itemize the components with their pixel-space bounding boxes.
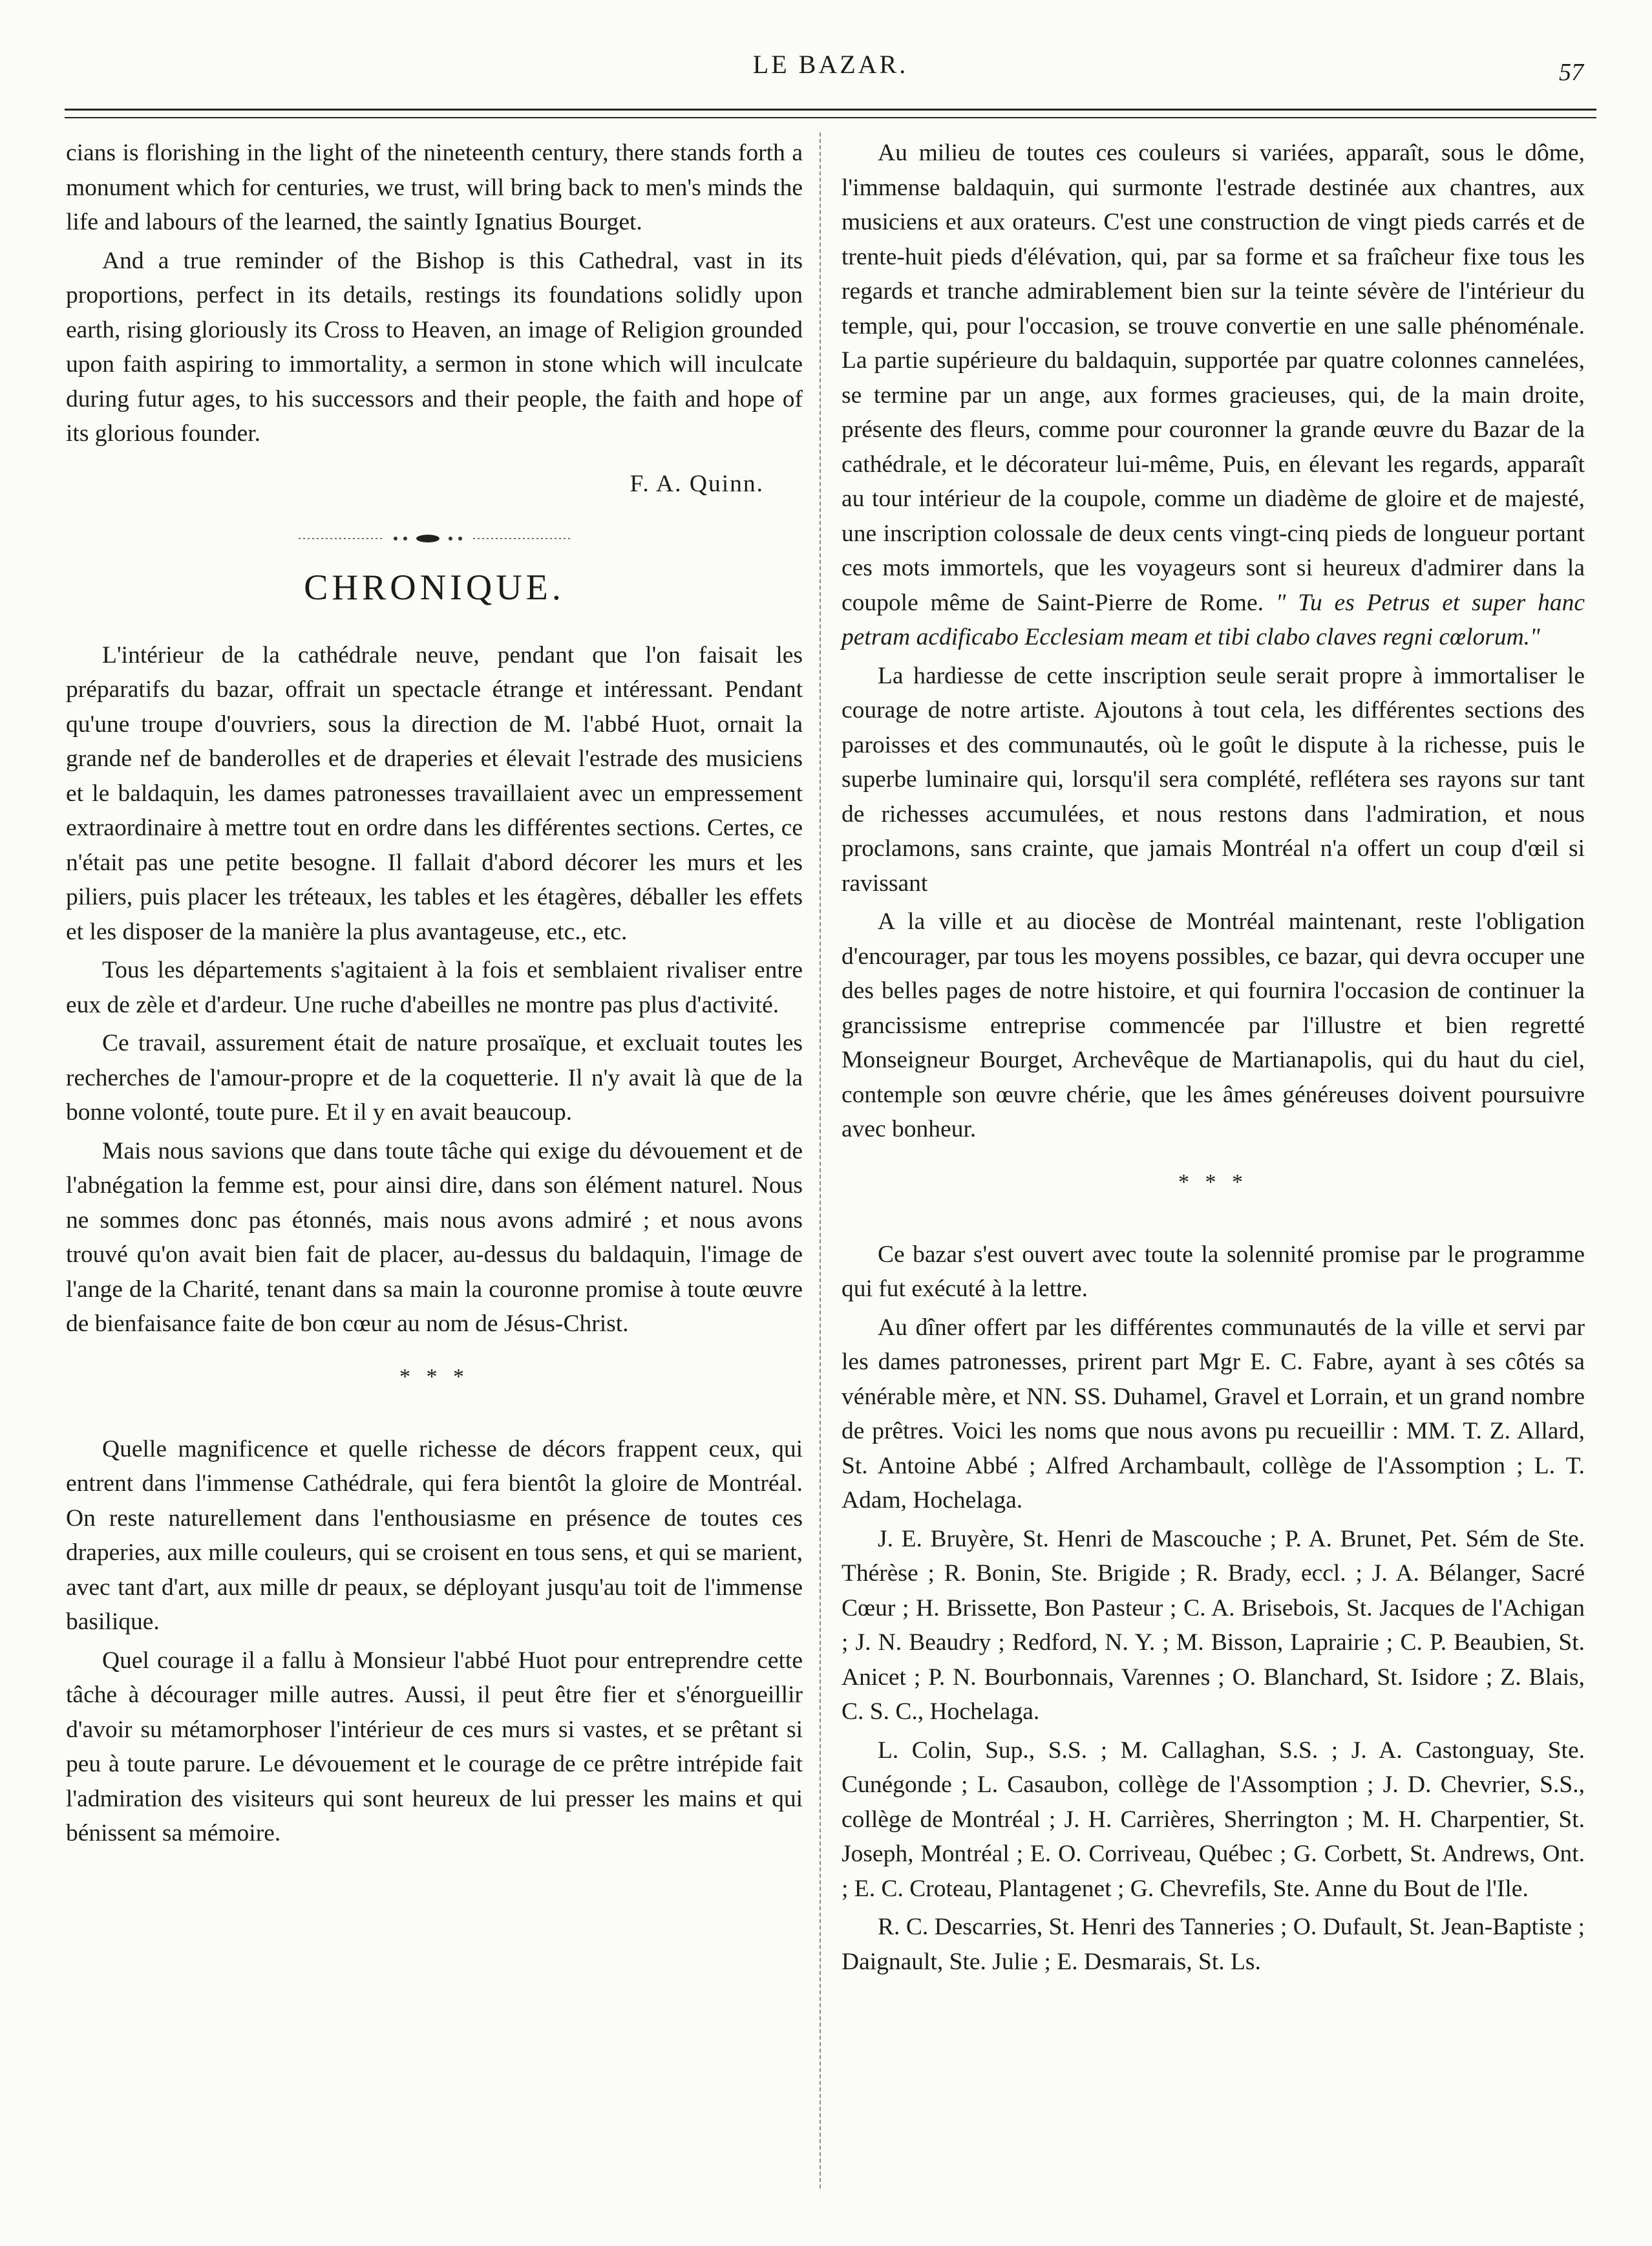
ornament-divider xyxy=(66,532,803,545)
article-paragraph: R. C. Descarries, St. Henri des Tanneries ; O. Dufault, St. Jean-Baptiste ; Daignault, Ste. Julie ; E. Desmarais, St. Ls. xyxy=(842,1914,1585,1975)
article-paragraph: Quel courage il a fallu à Monsieur l'abbé Huot pour entreprendre cette tâche à décourager mille autres. Aussi, il peut être fier et s'énorgueillir d'avoir su métamorphoser l'intérieur de ces murs si vastes, et se prêtant si peu à toute parure. Le dévouement et le courage de ce prêtre intrépide fait l'admiration des visiteurs qui sont heureux de lui presser les mains et qui bénissent sa mémoire. xyxy=(66,1647,803,1846)
asterism-divider: * * * xyxy=(1178,1170,1248,1194)
header-rule xyxy=(65,109,1596,118)
article-paragraph: Tous les départements s'agitaient à la fois et semblaient rivaliser entre eux de zèle et d'ardeur. Une ruche d'abeilles ne montre pas plus d'activité. xyxy=(66,957,803,1018)
article-paragraph: cians is florishing in the light of the nineteenth century, there stands forth a monument which for centuries, we trust, will bring back to men's minds the life and labours of the learned, the saintly Ignatius Bourget. xyxy=(66,140,803,235)
article-paragraph: La hardiesse de cette inscription seule serait propre à immortaliser le courage de notre artiste. Ajoutons à tout cela, les différentes sections des paroisses et des communautés, où le goût le dispute à la richesse, puis le superbe luminaire qui, lorsqu'il sera complété, reflétera ses rayons sur tant de richesses accumulées, et nous restons dans l'admiration, et nous proclamons, sans crainte, que jamais Montréal n'a offert un coup d'œil si ravissant xyxy=(842,662,1585,897)
article-paragraph: L'intérieur de la cathédrale neuve, pendant que l'on faisait les préparatifs du bazar, offrait un spectacle étrange et intéressant. Pendant qu'une troupe d'ouvriers, sous la direction de M. l'abbé Huot, ornait la grande nef de banderolles et de draperies et élevait l'estrade des musiciens et le baldaquin, les dames patronesses travaillaient avec un empressement extraordinaire à mettre tout en ordre dans les différentes sections. Certes, ce n'était pas une petite besogne. Il fallait d'abord décorer les murs et les piliers, puis placer les tréteaux, les tables et les étagères, déballer les effets et les disposer de la manière la plus avantageuse, etc., etc. xyxy=(66,641,803,945)
left-column xyxy=(66,136,803,1855)
article-paragraph: Au dîner offert par les différentes communautés de la ville et servi par les dames patronesses, prirent part Mgr E. C. Fabre, ayant à ses côtés sa vénérable mère, et NN. SS. Duhamel, Gravel et Lorrain, et un grand nombre de prêtres. Voici les noms que nous avons pu recueillir : MM. T. Z. Allard, St. Antoine Abbé ; Alfred Archambault, collège de l'Assomption ; L. T. Adam, Hochelaga. xyxy=(842,1314,1585,1513)
right-column xyxy=(842,136,1585,1983)
column-divider xyxy=(820,133,821,2188)
section-title: CHRONIQUE. xyxy=(304,568,565,608)
article-paragraph: Ce travail, assurement était de nature prosaïque, et excluait toutes les recherches de l'amour-propre et de la coquetterie. Il n'y avait là que de la bonne volonté, toute pure. Et il y en avait beaucoup. xyxy=(66,1030,803,1126)
page-header xyxy=(65,49,1596,101)
article-paragraph: L. Colin, Sup., S.S. ; M. Callaghan, S.S. ; J. A. Castonguay, Ste. Cunégonde ; L. Casaubon, collège de l'Assomption ; J. D. Chevrier, S.S., collège de Montréal ; J. H. Carrières, Sherrington ; M. H. Charpentier, St. Joseph, Montréal ; E. O. Corriveau, Québec ; G. Corbett, St. Andrews, Ont. ; E. C. Croteau, Plantagenet ; G. Chevrefils, Ste. Anne du Bout de l'Ile. xyxy=(842,1737,1585,1902)
article-paragraph: Quelle magnificence et quelle richesse de décors frappent ceux, qui entrent dans l'immense Cathédrale, qui fera bientôt la gloire de Montréal. On reste naturellement dans l'enthousiasme en présence de toutes ces draperies, aux mille couleurs, qui se croisent en tous sens, et qui se marient, avec tant d'art, aux mille dr peaux, se déployant jusqu'au toit de l'immense basilique. xyxy=(66,1435,803,1635)
journal-title: LE BAZAR. xyxy=(752,50,909,79)
latin-quote: " Tu es Petrus et super hanc petram acdificabo Ecclesiam meam et tibi clabo claves regni cœlorum." xyxy=(842,589,1585,650)
author-signature: F. A. Quinn. xyxy=(630,470,764,497)
asterism-divider: * * * xyxy=(399,1364,469,1389)
article-paragraph: J. E. Bruyère, St. Henri de Mascouche ; P. A. Brunet, Pet. Sém de Ste. Thérèse ; R. Bonin, Ste. Brigide ; R. Brady, eccl. ; J. A. Bélanger, Sacré Cœur ; H. Brissette, Bon Pasteur ; C. A. Brisebois, St. Jacques de l'Achigan ; J. N. Beaudry ; Redford, N. Y. ; M. Bisson, Laprairie ; C. P. Beaubien, St. Anicet ; P. N. Bourbonnais, Varennes ; O. Blanchard, St. Isidore ; Z. Blais, C. S. C., Hochelaga. xyxy=(842,1525,1585,1725)
article-paragraph: Mais nous savions que dans toute tâche qui exige du dévouement et de l'abnégation la femme est, pour ainsi dire, dans son élément naturel. Nous ne sommes donc pas étonnés, mais nous avons admiré ; et nous avons trouvé qu'on avait bien fait de placer, au-dessus du baldaquin, l'image de l'ange de la Charité, tenant dans sa main la couronne promise à toute œuvre de bienfaisance faite de bon cœur au nom de Jésus-Christ. xyxy=(66,1137,803,1337)
article-paragraph: Ce bazar s'est ouvert avec toute la solennité promise par le programme qui fut exécuté à la lettre. xyxy=(842,1241,1585,1302)
article-paragraph: A la ville et au diocèse de Montréal maintenant, reste l'obligation d'encourager, par tous les moyens possibles, ce bazar, qui devra occuper une des belles pages de notre histoire, et qui fournira l'occasion de continuer la grancissisme entreprise commencée par l'illustre et bien regretté Monseigneur Bourget, Archevêque de Martianapolis, qui du haut du ciel, contemple son œuvre chérie, que les âmes généreuses doivent poursuivre avec bonheur. xyxy=(842,908,1585,1142)
article-paragraph: And a true reminder of the Bishop is this Cathedral, vast in its proportions, perfect in its details, restings its foundations solidly upon earth, rising gloriously its Cross to Heaven, an image of Religion grounded upon faith aspiring to immortality, a sermon in stone which will inculcate during futur ages, to his successors and their people, the faith and hope of its glorious founder. xyxy=(66,247,803,447)
paragraph-text: Au milieu de toutes ces couleurs si variées, apparaît, sous le dôme, l'immense baldaquin, qui surmonte l'estrade destinée aux chantres, aux musiciens et aux orateurs. C'est une construction de vingt pieds carrés et de trente-huit pieds d'élévation, qui, par sa forme et sa fraîcheur fixe tous les regards et tranche admirablement bien sur la teinte sévère de l'intérieur du temple, qui, pour l'occasion, se trouve convertie en une salle phénoménale. La partie supérieure du baldaquin, supportée par quatre colonnes cannelées, se termine par un ange, aux formes gracieuses, qui, de la main droite, présente des fleurs, comme pour couronner la grande œuvre du Bazar de la cathédrale, et le décorateur lui-même, Puis, en élevant les regards, apparaît au tour intérieur de la coupole, comme un diadème de gloire et de majesté, une inscription colossale de deux cents vingt-cinq pieds de longueur portant ces mots immortels, que les voyageurs sont si heureux d'admirer dans la coupole même de Saint-Pierre de Rome. xyxy=(842,140,1585,616)
article-paragraph xyxy=(842,136,1585,655)
page-number: 57 xyxy=(1559,59,1583,86)
